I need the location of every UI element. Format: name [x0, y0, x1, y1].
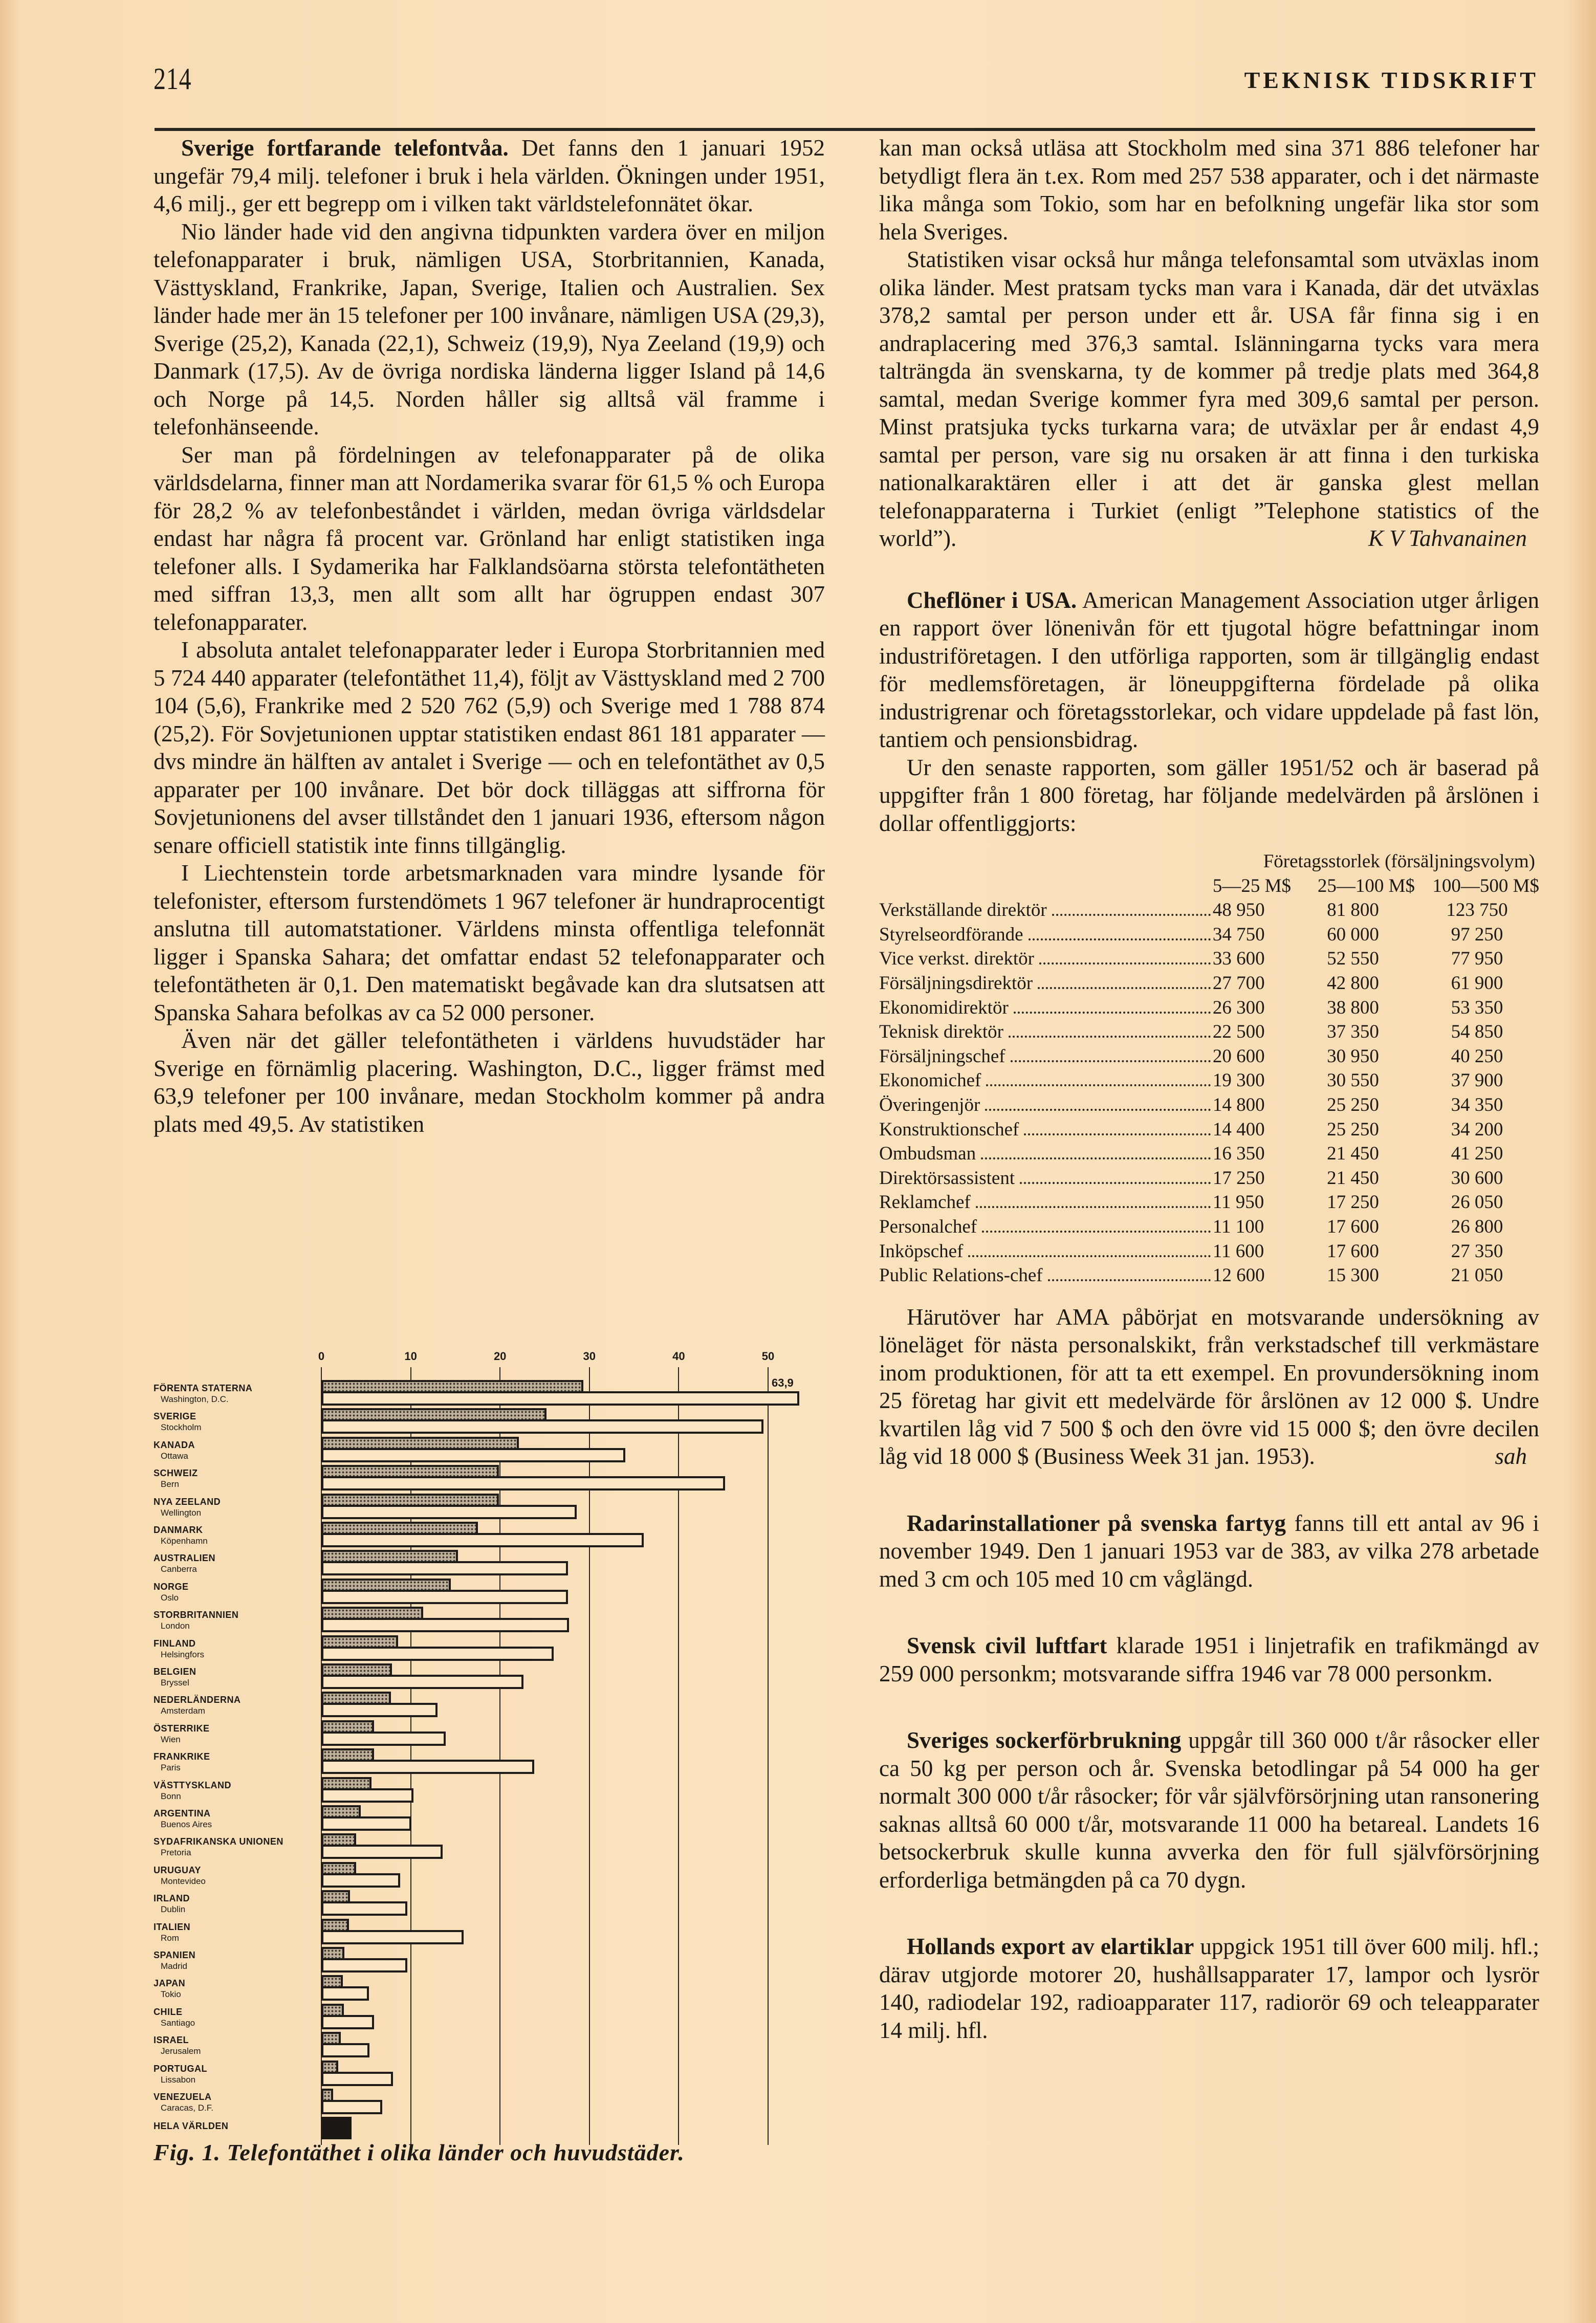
salary-value: 81 800: [1327, 900, 1379, 921]
role-label: Public Relations-chef: [879, 1265, 1043, 1286]
city-name: Bern: [161, 1479, 179, 1489]
capital-bar: [321, 1561, 568, 1575]
salary-value: 27 350: [1451, 1240, 1503, 1262]
telephone-density-chart: [154, 1341, 829, 2139]
country-name: KANADA: [154, 1439, 195, 1450]
country-name: NYA ZEELAND: [154, 1496, 221, 1507]
salary-value: 41 250: [1451, 1143, 1503, 1165]
salary-value: 17 250: [1327, 1192, 1379, 1213]
country-name: STORBRITANNIEN: [154, 1610, 239, 1620]
table-row: [879, 923, 1539, 947]
article-sugar: Sveriges sockerförbrukning uppgår till 360 000 t/år råsocker eller ca 50 kg per person och år. Svenska betodlingar på 54 000 ha ger normalt 300 000 t/år råsocker; för vår självförsörjning utan ransonering saknas alltså 60 000 t/år, motsvarande 11 000 ha betareal. Landets 16 betsockerbruk skulle kunna avverka den för full självförsörjning erforderliga betmängden på ca 70 dygn.: [879, 1727, 1539, 1893]
table-row: [879, 971, 1539, 996]
country-name: NEDERLÄNDERNA: [154, 1695, 241, 1705]
city-name: Jerusalem: [161, 2046, 201, 2056]
category-label: [154, 1525, 317, 1546]
country-name: IRLAND: [154, 1893, 190, 1904]
right-column: [879, 134, 1539, 2044]
x-tick-label: 40: [672, 1350, 685, 1363]
gridline: [768, 1367, 769, 2145]
city-name: Helsingfors: [161, 1649, 205, 1659]
article-telephone-cont-p2: Statistiken visar också hur många telefonsamtal som utväxlas inom olika länder. Mest pratsam tycks man vara i Kanada, där det utväxlas 378,2 samtal per person under ett år. USA får finna sig i en andraplacering med 376,3 samtal. Islänningarna tycks vara mera talträngda än svenskarna, ty de kommer på tredje plats med 364,8 samtal, medan Sverige kommer fyra med 309,6 samtal per person. Minst pratsjuka tycks turkarna vara; de utväxlar per år endast 4,9 samtal per person, vare sig nu orsaken är att finna i den turkiska nationalkaraktären eller i att det är ganska glest mellan telefonapparaterna i Turkiet (enligt ”Telephone statistics of the world”). K V Tahvanainen: [879, 246, 1539, 553]
capital-bar: [321, 1816, 411, 1831]
value-annotation: 63,9: [771, 1376, 794, 1389]
x-tick-label: 50: [761, 1350, 775, 1363]
country-name: CHILE: [154, 2006, 183, 2017]
city-name: Lissabon: [161, 2074, 196, 2085]
country-name: ISRAEL: [154, 2035, 189, 2046]
country-name: ARGENTINA: [154, 1808, 211, 1818]
salary-value: 33 600: [1212, 948, 1265, 970]
table-row: [879, 1263, 1539, 1288]
world-label: HELA VÄRLDEN: [154, 2121, 229, 2132]
salary-value: 25 250: [1327, 1119, 1379, 1140]
capital-bar: [321, 2015, 374, 2029]
salary-value: 17 250: [1212, 1167, 1265, 1189]
capital-bar: [321, 1845, 443, 1859]
city-name: Köpenhamn: [161, 1536, 208, 1546]
salary-value: 30 600: [1451, 1167, 1503, 1189]
capital-bar: [321, 1448, 625, 1462]
table-row: [879, 898, 1539, 923]
salary-value: 61 900: [1451, 972, 1503, 994]
capital-bar: [321, 1675, 523, 1689]
country-name: BELGIEN: [154, 1667, 196, 1677]
dot-leader: [981, 1157, 1211, 1159]
table-col-header: 100—500 M$: [1432, 875, 1539, 896]
table-row: [879, 1239, 1539, 1264]
role-label: Direktörsassistent: [879, 1167, 1015, 1189]
country-name: SYDAFRIKANSKA UNIONEN: [154, 1836, 283, 1847]
salary-value: 16 350: [1212, 1143, 1265, 1165]
category-label: [154, 2092, 317, 2113]
dot-leader: [986, 1084, 1211, 1086]
salary-value: 48 950: [1212, 900, 1265, 921]
salary-value: 11 100: [1212, 1216, 1264, 1237]
country-name: VÄSTTYSKLAND: [154, 1780, 232, 1790]
salary-value: 26 800: [1451, 1216, 1503, 1237]
x-tick-label: 20: [493, 1350, 507, 1363]
category-label: [154, 1836, 317, 1858]
author-signature: sah: [1495, 1443, 1527, 1470]
journal-title: TEKNISK TIDSKRIFT: [1244, 67, 1539, 93]
x-tick-label: 10: [404, 1350, 417, 1363]
table-row: [879, 996, 1539, 1020]
dot-leader: [1029, 938, 1211, 940]
category-label: [154, 1978, 317, 2000]
capital-bar: [321, 1419, 763, 1434]
salary-value: 19 300: [1212, 1070, 1265, 1091]
salary-value: 52 550: [1327, 948, 1379, 970]
salary-value: 54 850: [1451, 1021, 1503, 1043]
salary-value: 21 050: [1451, 1265, 1503, 1286]
capital-bar: [321, 1533, 644, 1547]
salary-value: 97 250: [1451, 924, 1503, 945]
role-label: Ekonomidirektör: [879, 997, 1009, 1018]
salary-value: 37 350: [1327, 1021, 1379, 1043]
article-radar: Radarinstallationer på svenska fartyg fanns till ett antal av 96 i november 1949. Den 1 januari 1953 var de 383, av vilka 278 arbetade med 3 cm och 105 med 10 cm våglängd.: [879, 1510, 1540, 1592]
dot-leader: [976, 1206, 1211, 1208]
capital-bar: [321, 1647, 554, 1661]
role-label: Överingenjör: [879, 1094, 980, 1115]
article-salaries-p1: Cheflöner i USA. American Management Association utger årligen en rapport över lönenivån för ett tjugotal högre befattningar inom industriföretagen. I den utförliga rapporten, som är tillgänglig endast för medlemsföretagen, är löneuppgifterna fördelade på olika industrigrenar och företagsstorlekar, och vidare uppdelade på fast lön, tantiem och pensionsbidrag.: [879, 587, 1539, 752]
dot-leader: [1024, 1133, 1211, 1135]
country-name: URUGUAY: [154, 1865, 201, 1875]
salary-value: 14 400: [1212, 1119, 1265, 1140]
role-label: Konstruktionschef: [879, 1119, 1019, 1140]
capital-bar: [321, 1986, 369, 2001]
table-row: [879, 947, 1539, 971]
capital-bar: [321, 2043, 369, 2057]
category-label: [154, 1610, 317, 1631]
salary-value: 34 200: [1451, 1119, 1503, 1140]
salary-value: 53 350: [1451, 997, 1503, 1018]
country-name: AUSTRALIEN: [154, 1553, 215, 1564]
city-name: Canberra: [161, 1564, 197, 1574]
category-label: [154, 1411, 317, 1433]
salary-value: 11 950: [1212, 1192, 1264, 1213]
country-name: ÖSTERRIKE: [154, 1723, 210, 1734]
country-name: SCHWEIZ: [154, 1468, 198, 1479]
dot-leader: [1048, 1279, 1211, 1281]
salary-value: 34 350: [1451, 1094, 1503, 1115]
salary-value: 38 800: [1327, 997, 1379, 1018]
world-bar: [321, 2117, 352, 2139]
salary-value: 17 600: [1327, 1240, 1379, 1262]
country-name: VENEZUELA: [154, 2092, 212, 2102]
table-row: [879, 1093, 1539, 1117]
salary-value: 40 250: [1451, 1045, 1503, 1067]
x-tick-label: 0: [318, 1350, 325, 1363]
salary-value: 26 300: [1212, 997, 1265, 1018]
dot-leader: [1039, 962, 1211, 965]
capital-bar: [321, 1901, 407, 1916]
article-aviation-title: Svensk civil luftfart: [907, 1633, 1107, 1659]
city-name: Madrid: [161, 1961, 187, 1971]
role-label: Försäljningsdirektör: [879, 972, 1033, 994]
dot-leader: [1020, 1182, 1211, 1184]
city-name: Ottawa: [161, 1451, 188, 1461]
salary-table: [879, 849, 1539, 1288]
dot-leader: [985, 1109, 1211, 1111]
table-row: [879, 1068, 1539, 1093]
country-name: DANMARK: [154, 1525, 203, 1535]
category-label: [154, 1723, 317, 1745]
table-row: [879, 1190, 1539, 1215]
city-name: Amsterdam: [161, 1706, 205, 1716]
article-telephone-p3: Ser man på fördelningen av telefonapparater på de olika världsdelarna, finner man att Nordamerika svarar för 61,5 % och Europa för 28,2 % av telefonbeståndet i världen, medan övriga världsdelar endast har några få procent var. Grönland har enligt statistiken inga telefoner alls. I Sydamerika har Falklandsöarna största telefontätheten med siffran 13,3, men allt som allt har ögruppen endast 307 telefonapparater.: [154, 442, 825, 635]
category-label: [154, 1751, 317, 1773]
capital-bar: [321, 1476, 725, 1491]
table-row: [879, 1044, 1539, 1069]
table-group-header: Företagsstorlek (försäljningsvolym): [1263, 851, 1535, 872]
dot-leader: [1038, 987, 1211, 989]
city-name: Wellington: [161, 1507, 202, 1518]
article-holland-export: Hollands export av elartiklar uppgick 1951 till över 600 milj. hfl.; därav utgjorde motorer 20, hushållsapparater 17, lampor och lysrör 140, radiodelar 192, radioapparater 117, radiorör 69 och teleapparater 14 milj. hfl.: [879, 1934, 1539, 2043]
salary-value: 42 800: [1327, 972, 1379, 994]
capital-bar: [321, 1760, 534, 1774]
capital-bar: [321, 1732, 446, 1746]
category-label: [154, 1582, 317, 1603]
capital-bar: [321, 1703, 438, 1717]
table-col-header: 25—100 M$: [1317, 875, 1415, 896]
role-label: Vice verkst. direktör: [879, 948, 1034, 970]
left-column: [154, 134, 825, 1138]
salary-value: 22 500: [1212, 1021, 1265, 1043]
dot-leader: [1052, 914, 1211, 916]
capital-bar: [321, 1618, 569, 1632]
category-label: [154, 1440, 317, 1461]
header-rule: [155, 128, 1535, 131]
capital-bar: [321, 1788, 413, 1803]
dot-leader: [1011, 1060, 1211, 1062]
city-name: Bryssel: [161, 1678, 189, 1688]
city-name: Santiago: [161, 2018, 195, 2028]
city-name: Oslo: [161, 1592, 179, 1603]
article-sugar-title: Sveriges sockerförbrukning: [907, 1727, 1182, 1754]
dot-leader: [1014, 1012, 1211, 1014]
capital-bar: [321, 1505, 577, 1519]
article-aviation: Svensk civil luftfart klarade 1951 i linjetrafik en trafikmängd av 259 000 personkm; motsvarande siffra 1946 var 78 000 personkm.: [879, 1633, 1539, 1686]
capital-bar: [321, 2100, 382, 2114]
figure-caption: Fig. 1. Telefontäthet i olika länder och huvudstäder.: [154, 2139, 685, 2165]
country-name: FÖRENTA STATERNA: [154, 1383, 253, 1393]
role-label: Ombudsman: [879, 1143, 976, 1165]
salary-value: 14 800: [1212, 1094, 1265, 1115]
salary-value: 21 450: [1327, 1167, 1379, 1189]
salary-value: 12 600: [1212, 1265, 1265, 1286]
salary-value: 17 600: [1327, 1216, 1379, 1237]
article-salaries-title: Cheflöner i USA.: [907, 587, 1077, 613]
table-row: [879, 1215, 1539, 1239]
role-label: Inköpschef: [879, 1240, 964, 1262]
table-row: [879, 1117, 1539, 1142]
category-label: [154, 1638, 317, 1660]
salary-value: 26 050: [1451, 1192, 1503, 1213]
article-telephone-cont-p1: kan man också utläsa att Stockholm med sina 371 886 telefoner har betydligt flera än t.ex. Rom med 257 538 apparater, och i det närmaste lika många som Tokio, som har en befolkning ungefär lika stor som hela Sveriges.: [879, 135, 1539, 245]
salary-value: 15 300: [1327, 1265, 1379, 1286]
category-label: [154, 1695, 317, 1716]
category-label: [154, 1553, 317, 1574]
city-name: Washington, D.C.: [161, 1394, 229, 1404]
x-tick-label: 30: [583, 1350, 596, 1363]
capital-bar: [321, 1391, 799, 1406]
city-name: Tokio: [161, 1989, 181, 2000]
salary-value: 30 550: [1327, 1070, 1379, 1091]
category-label: [154, 1780, 317, 1802]
article-telephone-p1: Sverige fortfarande telefontvåa. Det fanns den 1 januari 1952 ungefär 79,4 milj. telefoner i bruk i hela världen. Ökningen under 1951, 4,6 milj., ger ett begrepp om i vilken takt världstelefonnätet ökar.: [154, 135, 825, 216]
salary-value: 77 950: [1451, 948, 1503, 970]
role-label: Verkställande direktör: [879, 900, 1047, 921]
author-signature: K V Tahvanainen: [1368, 525, 1527, 551]
country-name: FINLAND: [154, 1638, 196, 1649]
category-label: [154, 1468, 317, 1489]
category-label: [154, 2035, 317, 2056]
salary-value: 20 600: [1212, 1045, 1265, 1067]
city-name: Buenos Aires: [161, 1820, 212, 1829]
article-telephone-p5: I Liechtenstein torde arbetsmarknaden vara mindre lysande för telefonister, eftersom furstendömets 1 967 telefoner är hundraprocentigt anslutna till automatstationer. Världens minsta offentliga telefonnät ligger i Spanska Sahara; det omfattar endast 52 telefonapparater och telefontätheten är 0,1. Den matematiskt begåvade kan dra slutsatsen att Spanska Sahara befolkas av ca 52 000 personer.: [154, 860, 825, 1025]
category-label: [154, 1497, 317, 1518]
category-label: [154, 1922, 317, 1943]
article-radar-title: Radarinstallationer på svenska fartyg: [907, 1510, 1286, 1536]
city-name: Stockholm: [161, 1422, 202, 1433]
role-label: Personalchef: [879, 1216, 977, 1237]
article-holland-export-title: Hollands export av elartiklar: [907, 1934, 1194, 1960]
city-name: Pretoria: [161, 1848, 191, 1858]
dot-leader: [968, 1255, 1211, 1257]
category-label: [154, 2121, 317, 2132]
capital-bar: [321, 2072, 393, 2086]
city-name: Caracas, D.F.: [161, 2103, 213, 2113]
salary-value: 34 750: [1212, 924, 1265, 945]
capital-bar: [321, 1958, 407, 1973]
city-name: Rom: [161, 1933, 179, 1943]
category-label: [154, 1950, 317, 1971]
country-name: FRANKRIKE: [154, 1751, 210, 1762]
category-label: [154, 2064, 317, 2085]
table-row: [879, 1142, 1539, 1166]
dot-leader: [982, 1231, 1211, 1233]
country-name: SVERIGE: [154, 1411, 196, 1422]
table-row: [879, 1166, 1539, 1191]
country-name: PORTUGAL: [154, 2063, 207, 2074]
article-telephone-p6: Även när det gäller telefontätheten i världens huvudstäder har Sverige en förnämlig placering. Washington, D.C., ligger främst med 63,9 telefoner per 100 invånare, medan Stockholm kommer på andra plats med 49,5. Av statistiken: [154, 1027, 825, 1137]
salary-value: 123 750: [1446, 900, 1508, 921]
city-name: Bonn: [161, 1791, 181, 1801]
salary-value: 27 700: [1212, 972, 1265, 994]
salary-value: 21 450: [1327, 1143, 1379, 1165]
role-label: Styrelseordförande: [879, 924, 1023, 945]
table-row: [879, 1020, 1539, 1044]
salary-value: 37 900: [1451, 1070, 1503, 1091]
salary-value: 11 600: [1212, 1240, 1264, 1262]
capital-bar: [321, 1873, 400, 1888]
country-name: NORGE: [154, 1581, 189, 1592]
role-label: Ekonomichef: [879, 1070, 981, 1091]
category-label: [154, 1808, 317, 1830]
salary-value: 30 950: [1327, 1045, 1379, 1067]
article-telephone-title: Sverige fortfarande telefontvåa.: [181, 135, 509, 161]
role-label: Reklamchef: [879, 1192, 971, 1213]
city-name: Montevideo: [161, 1876, 206, 1886]
city-name: London: [161, 1621, 190, 1631]
dot-leader: [1009, 1036, 1211, 1038]
category-label: [154, 1667, 317, 1688]
salary-value: 25 250: [1327, 1094, 1379, 1115]
category-label: [154, 1383, 317, 1405]
salary-value: 60 000: [1327, 924, 1379, 945]
category-label: [154, 1865, 317, 1887]
country-name: SPANIEN: [154, 1950, 196, 1960]
country-name: ITALIEN: [154, 1921, 191, 1932]
city-name: Dublin: [161, 1904, 186, 1915]
role-label: Försäljningschef: [879, 1045, 1005, 1067]
role-label: Teknisk direktör: [879, 1021, 1003, 1043]
article-salaries-p3: Härutöver har AMA påbörjat en motsvarande undersökning av löneläget för nästa personalskikt, från verkstadschef till verkmästare inom produktionen, för att ta ett exempel. En provundersökning inom 25 företag har givit ett medelvärde för årslönen av 12 000 $. Undre kvartilen låg vid 7 500 $ och den övre vid 15 000 $; den övre decilen låg vid 18 000 $ (Business Week 31 jan. 1953). sah: [879, 1303, 1539, 1471]
capital-bar: [321, 1590, 568, 1604]
category-label: [154, 1893, 317, 1915]
article-salaries-p2: Ur den senaste rapporten, som gäller 1951/52 och är baserad på uppgifter från 1 800 företag, har följande medelvärden på årslönen i dollar offentliggjorts:: [879, 754, 1539, 836]
table-col-header: 5—25 M$: [1212, 875, 1292, 896]
city-name: Paris: [161, 1763, 181, 1773]
article-telephone-p2: Nio länder hade vid den angivna tidpunkten vardera över en miljon telefonapparater i bruk, nämligen USA, Storbritannien, Kanada, Västtyskland, Frankrike, Japan, Sverige, Italien och Australien. Sex länder hade mer än 15 telefoner per 100 invånare, nämligen USA (29,3), Sverige (25,2), Kanada (22,1), Schweiz (19,9), Nya Zeeland (19,9) och Danmark (17,5). Av de övriga nordiska länderna ligger Island på 14,6 och Norge på 14,5. Norden håller sig alltså väl framme i telefonhänseende.: [154, 218, 825, 440]
country-name: JAPAN: [154, 1978, 186, 1989]
capital-bar: [321, 1930, 464, 1944]
category-label: [154, 2007, 317, 2028]
page-number: 214: [154, 62, 192, 96]
city-name: Wien: [161, 1734, 181, 1744]
article-telephone-p4: I absoluta antalet telefonapparater leder i Europa Storbritannien med 5 724 440 apparater (telefontäthet 11,4), följt av Västtyskland med 2 700 104 (5,6), Frankrike med 2 520 762 (5,9) och Sverige med 1 788 874 (25,2). För Sovjetunionen upptar statistiken endast 861 181 apparater — dvs mindre än hälften av antalet i Sverige — och en telefontäthet av 0,5 apparater per 100 invånare. Det bör dock tilläggas att siffrorna för Sovjetunionens del avser tillståndet den 1 januari 1936, eftersom någon senare officiell statistik inte finns tillgänglig.: [154, 637, 825, 858]
